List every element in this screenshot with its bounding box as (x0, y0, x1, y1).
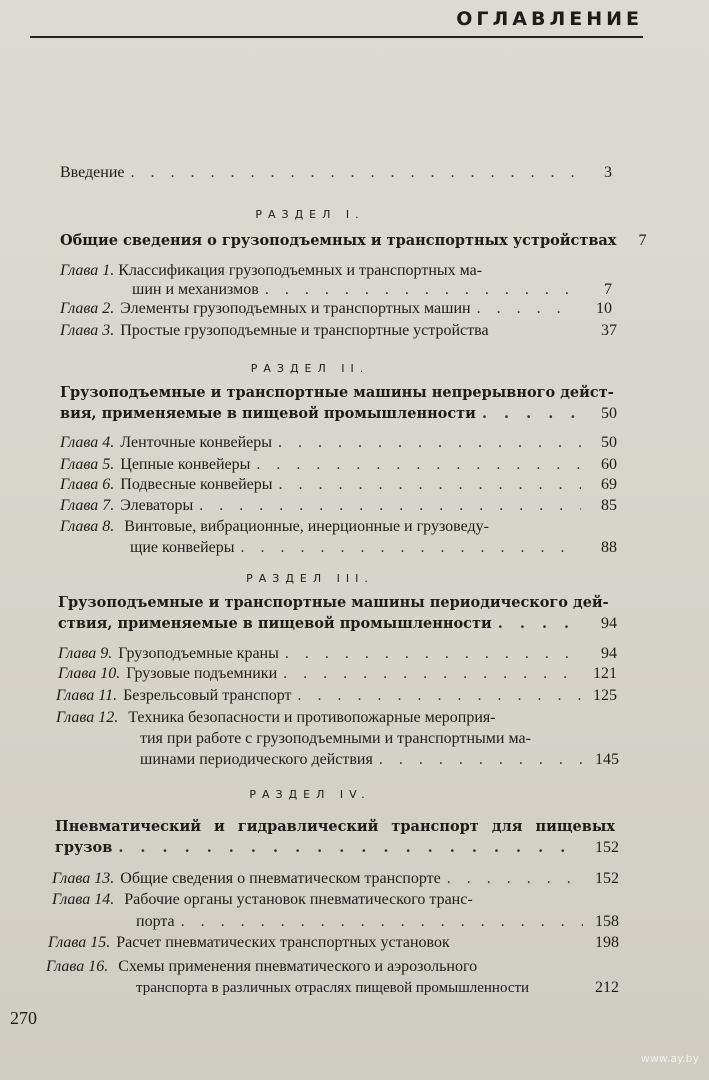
toc-page: 121 (593, 665, 617, 682)
leader-dots (199, 497, 581, 515)
toc-page: 7 (604, 281, 612, 298)
toc-page: 152 (595, 839, 619, 856)
chapter-title: транспорта в различных отраслях пищевой промышленности (136, 980, 530, 996)
chapter-prefix: Глава 5. (60, 456, 115, 473)
toc-intro[interactable] (60, 164, 612, 182)
toc-page: 3 (604, 164, 612, 181)
chapter-title[interactable]: тия при работе с грузоподъемными и транспортными ма- (140, 730, 531, 747)
toc-page: 69 (601, 476, 617, 493)
toc-chapter-cont[interactable] (136, 913, 619, 931)
toc-chapter[interactable] (56, 709, 496, 727)
chapter-title: Ленточные конвейеры (120, 434, 272, 451)
toc-chapter[interactable] (60, 476, 617, 494)
chapter-title: Простые грузоподъемные и транспортные устройства (120, 322, 489, 339)
toc-page: 88 (601, 539, 617, 556)
chapter-title: Грузовые подъемники (126, 665, 278, 682)
chapter-title: Рабочие органы установок пневматического транс- (124, 891, 473, 908)
leader-dots (498, 615, 581, 632)
toc-page: 94 (601, 615, 617, 632)
chapter-prefix: Глава 11. (56, 687, 118, 704)
leader-dots (256, 456, 581, 474)
toc-page: 158 (595, 913, 619, 930)
section-title-text: ствия, применяемые в пищевой промышленности (58, 615, 492, 632)
toc-chapter[interactable] (52, 891, 473, 909)
toc-page: 212 (595, 979, 619, 996)
page-number: 270 (10, 1008, 37, 1028)
leader-dots (285, 645, 581, 663)
toc-chapter[interactable] (60, 322, 617, 340)
leader-dots (118, 839, 583, 856)
toc-page: 94 (601, 645, 617, 662)
chapter-prefix: Глава 9. (58, 645, 113, 662)
toc-page: 198 (595, 934, 619, 951)
toc-chapter[interactable] (60, 518, 489, 536)
chapter-title: щие конвейеры (130, 539, 235, 556)
section-title-text: вия, применяемые в пищевой промышленности (60, 405, 476, 422)
toc-page: 50 (601, 434, 617, 451)
chapter-prefix: Глава 8. (60, 518, 115, 535)
chapter-title: Цепные конвейеры (120, 456, 251, 473)
leader-dots (181, 913, 583, 931)
toc-page: 10 (596, 300, 612, 317)
leader-dots (477, 300, 576, 318)
leader-dots (278, 476, 581, 494)
toc-chapter[interactable] (60, 497, 617, 515)
section-title-cont[interactable] (58, 615, 617, 633)
chapter-title: Элеваторы (120, 497, 194, 514)
toc-chapter-cont[interactable] (140, 751, 619, 769)
chapter-prefix: Глава 6. (60, 476, 115, 493)
toc-page: 37 (601, 322, 617, 339)
chapter-title: Винтовые, вибрационные, инерционные и грузоведу- (124, 518, 489, 535)
chapter-title: Техника безопасности и противопожарные мероприя- (128, 709, 496, 726)
toc-page: 85 (601, 497, 617, 514)
chapter-prefix: Глава 1. (60, 262, 115, 279)
section-title-text: грузов (55, 839, 113, 856)
toc-intro-label: Введение (60, 164, 125, 181)
toc-page: 125 (593, 687, 617, 704)
toc-page: 145 (595, 751, 619, 768)
section-title-cont[interactable] (60, 405, 617, 423)
toc-page: 50 (601, 405, 617, 422)
section-title-text: Общие сведения о грузоподъемных и транспортных устройствах (60, 232, 617, 249)
leader-dots (265, 281, 576, 299)
chapter-prefix: Глава 7. (60, 497, 115, 514)
chapter-title: Элементы грузоподъемных и транспортных машин (120, 300, 471, 317)
chapter-title: Безрельсовый транспорт (123, 687, 292, 704)
chapter-title: Расчет пневматических транспортных установок (116, 934, 450, 951)
section-heading: РАЗДЕЛ III. (246, 572, 374, 585)
toc-chapter-cont[interactable] (132, 281, 612, 299)
leader-dots (240, 539, 581, 557)
toc-chapter[interactable] (60, 262, 482, 280)
toc-chapter[interactable] (52, 870, 619, 888)
chapter-title: Классификация грузоподъемных и транспортных ма- (118, 262, 483, 279)
section-heading: РАЗДЕЛ II. (250, 362, 370, 375)
chapter-title: Схемы применения пневматического и аэрозольного (118, 958, 478, 975)
toc-page: 7 (638, 232, 647, 249)
section-title[interactable]: Грузоподъемные и транспортные машины периодического дей- (58, 594, 609, 611)
leader-dots (447, 870, 583, 888)
leader-dots (131, 164, 577, 182)
watermark: www.ay.by (640, 1052, 699, 1065)
section-title[interactable]: Пневматический и гидравлический транспорт для пищевых (55, 818, 616, 835)
section-title[interactable] (60, 232, 647, 250)
chapter-title: Общие сведения о пневматическом транспорте (120, 870, 441, 887)
chapter-prefix: Глава 12. (56, 709, 119, 726)
leader-dots (482, 405, 581, 422)
chapter-prefix: Глава 10. (58, 665, 121, 682)
chapter-prefix: Глава 4. (60, 434, 115, 451)
chapter-title: шинами периодического действия (140, 751, 373, 768)
leader-dots (298, 687, 581, 705)
chapter-prefix: Глава 3. (60, 322, 115, 339)
toc-chapter[interactable] (60, 300, 612, 318)
chapter-prefix: Глава 15. (48, 934, 111, 951)
chapter-title: Подвесные конвейеры (120, 476, 273, 493)
section-heading: РАЗДЕЛ I. (255, 208, 365, 221)
chapter-title: Грузоподъемные краны (118, 645, 279, 662)
toc-chapter[interactable] (46, 958, 477, 976)
toc-chapter[interactable] (56, 687, 617, 705)
toc-chapter-cont[interactable] (136, 979, 619, 997)
toc-chapter[interactable] (58, 665, 617, 683)
chapter-prefix: Глава 2. (60, 300, 115, 317)
toc-chapter-cont[interactable] (130, 539, 617, 557)
toc-chapter[interactable] (60, 434, 617, 452)
leader-dots (283, 665, 581, 683)
chapter-title: порта (136, 913, 175, 930)
chapter-title: шин и механизмов (132, 281, 259, 298)
section-heading: РАЗДЕЛ IV. (249, 788, 371, 801)
page-title: ОГЛАВЛЕНИЕ (456, 8, 643, 30)
section-title[interactable]: Грузоподъемные и транспортные машины непрерывного дейст- (60, 384, 614, 401)
toc-chapter[interactable] (48, 934, 619, 952)
toc-page: 152 (595, 870, 619, 887)
toc-chapter[interactable] (58, 645, 617, 663)
section-title-cont[interactable] (55, 839, 619, 857)
leader-dots (379, 751, 583, 769)
toc-page: 60 (601, 456, 617, 473)
chapter-prefix: Глава 16. (46, 958, 109, 975)
toc-chapter[interactable] (60, 456, 617, 474)
leader-dots (278, 434, 581, 452)
chapter-prefix: Глава 13. (52, 870, 115, 887)
chapter-prefix: Глава 14. (52, 891, 115, 908)
